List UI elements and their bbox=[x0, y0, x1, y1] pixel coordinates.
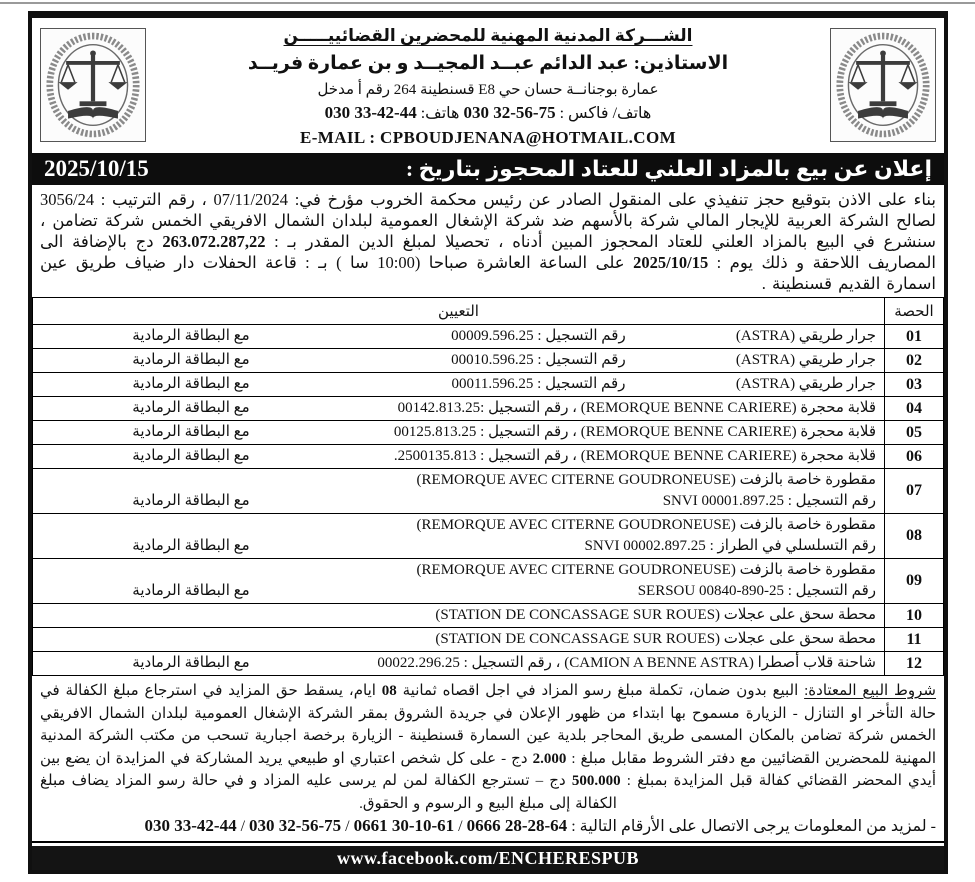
gray-card-note: مع البطاقة الرمادية bbox=[132, 493, 250, 509]
item-name: جرار طريقي (ASTRA) bbox=[735, 376, 876, 392]
gray-card-note: مع البطاقة الرمادية bbox=[132, 655, 250, 671]
facebook-url: www.facebook.com/ENCHERESPUB bbox=[336, 848, 639, 868]
document-header bbox=[32, 18, 944, 150]
lot-number-cell: 02 bbox=[885, 349, 944, 373]
lot-number-cell: 06 bbox=[885, 445, 944, 469]
lot-column-header: الحصة bbox=[885, 298, 944, 325]
contact-info-line bbox=[32, 815, 944, 840]
designation-cell bbox=[33, 397, 885, 421]
lot-row bbox=[33, 469, 944, 514]
lot-row bbox=[33, 373, 944, 397]
lot-number-cell: 10 bbox=[885, 604, 944, 628]
fax-label: هاتف/ فاكس : bbox=[559, 105, 652, 122]
item-name: جرار طريقي (ASTRA) bbox=[735, 328, 876, 344]
item-name: مقطورة خاصة بالزفت (REMORQUE AVEC CITERNE GOUDRONEUSE) bbox=[416, 472, 876, 488]
lot-number-cell: 01 bbox=[885, 325, 944, 349]
facebook-bar bbox=[32, 846, 944, 870]
item-name: قلابة محجرة (REMORQUE BENNE CARIERE) ، رقم التسجيل :00142.813.25 bbox=[397, 400, 876, 416]
scan-artifact-line bbox=[0, 2, 975, 4]
header-text-block bbox=[150, 24, 826, 148]
designation-cell bbox=[33, 445, 885, 469]
conditions-paragraph bbox=[32, 676, 944, 815]
phone-label: هاتف: bbox=[420, 105, 460, 122]
gray-card-note: مع البطاقة الرمادية bbox=[132, 376, 250, 392]
designation-line bbox=[41, 422, 876, 443]
lot-row bbox=[33, 445, 944, 469]
bottom-divider bbox=[32, 841, 944, 843]
lot-number-cell: 11 bbox=[885, 628, 944, 652]
designation-cell bbox=[33, 325, 885, 349]
office-address: عمارة بوجنانــة حسان حي E8 قسنطينة 264 رقم أ مدخل bbox=[317, 82, 659, 98]
phone-fax-line bbox=[150, 103, 826, 123]
gray-card-note: مع البطاقة الرمادية bbox=[132, 538, 250, 554]
lot-number-cell: 12 bbox=[885, 652, 944, 676]
intro-segment: 263.072.287,22 bbox=[162, 232, 266, 251]
item-name: قلابة محجرة (REMORQUE BENNE CARIERE) ، رقم التسجيل : 00125.813.25 bbox=[393, 424, 876, 440]
designation-line bbox=[41, 629, 876, 650]
table-header-row bbox=[33, 298, 944, 325]
designation-line bbox=[41, 398, 876, 419]
condition-segment: 2.000 bbox=[532, 750, 567, 767]
designation-cell bbox=[33, 604, 885, 628]
condition-segment: شروط البيع المعتادة: bbox=[804, 683, 937, 699]
lot-number-cell: 09 bbox=[885, 559, 944, 604]
item-name: قلابة محجرة (REMORQUE BENNE CARIERE) ، رقم التسجيل : 2500135.813. bbox=[393, 448, 876, 464]
lot-row bbox=[33, 604, 944, 628]
designation-line bbox=[41, 374, 876, 395]
intro-segment: بناء على الاذن بتوقيع حجز تنفيذي على المنقول الصادر عن رئيس محكمة الخروب مؤرخ في: 07/11/2024 ، رقم الترتيب : 3056/24 لصالح الشركة العربية للإيجار المالي شركة بالأسهم ضد شركة الإشغال العمومية لبلدان الشمال الافريقي الخمس شركة تضامن ، سنشرع في البيع بالمزاد العلني للعتاد المحجوز المبين أدناه ، تحصيلا لمبلغ الدين المقدر بـ : bbox=[40, 190, 937, 251]
designation-cell bbox=[33, 469, 885, 514]
auction-date: 2025/10/15 bbox=[44, 156, 149, 181]
condition-segment: دج – تسترجع الكفالة لمن لم يرسى عليه المزاد و في حالة رسو المزاد يضاف مبلغ الكفالة إلى مبلغ البيع و الرسوم و الحقوق. bbox=[40, 773, 617, 812]
justice-scales-icon bbox=[45, 32, 141, 138]
item-name: مقطورة خاصة بالزفت (REMORQUE AVEC CITERNE GOUDRONEUSE) bbox=[416, 517, 876, 533]
contact-phone-number: 030 32-56-75 bbox=[249, 816, 342, 835]
officers-names: الاستاذين: عبد الدائم عبــد المجيــد و بن عمارة فريــد bbox=[247, 53, 729, 74]
condition-segment: ايام، يسقط حق المزايد في استرجاع مبلغ الكفالة في حالة التأخر او التنازل - الزيارة مسموح بها ابتداء من ظهور الإعلان في جريدة الشروق بمقر الشركة الإشغال العمومية لبلدان الشمال الافريقي الخمس شركة تضامن بالمكان المسمى طريق المحاجر بلدية عين السمارة قسنطينة - الزيارة برخصة اجبارية تسحب من مكتب الشركة المدنية المهنية للمحضرين القضائيين مع دفتر الشروط مقابل مبلغ : bbox=[40, 683, 936, 767]
gray-card-note: مع البطاقة الرمادية bbox=[132, 424, 250, 440]
designation-line bbox=[41, 515, 876, 536]
designation-column-header: التعيين bbox=[33, 298, 885, 325]
registration-number: رقم التسلسلي في الطراز : SNVI 00002.897.25 bbox=[584, 538, 876, 554]
intro-segment: 2025/10/15 bbox=[633, 253, 709, 272]
designation-line bbox=[41, 653, 876, 674]
lot-row bbox=[33, 349, 944, 373]
designation-cell bbox=[33, 421, 885, 445]
designation-line bbox=[41, 491, 876, 512]
condition-segment: 500.000 bbox=[571, 773, 621, 789]
designation-line bbox=[41, 581, 876, 602]
auction-title-text: إعلان عن بيع بالمزاد العلني للعتاد المحجوز بتاريخ : bbox=[405, 156, 932, 181]
designation-line bbox=[41, 350, 876, 371]
contact-phone-number: 0666 28-28-64 bbox=[466, 816, 568, 835]
designation-cell bbox=[33, 514, 885, 559]
contact-label: - لمزيد من المعلومات يرجى الاتصال على الأرقام التالية : bbox=[571, 818, 936, 835]
gray-card-note: مع البطاقة الرمادية bbox=[132, 352, 250, 368]
registration-number: رقم التسجيل : 00009.596.25 bbox=[451, 328, 626, 344]
lot-row bbox=[33, 325, 944, 349]
designation-line bbox=[41, 470, 876, 491]
lot-number-cell: 07 bbox=[885, 469, 944, 514]
gray-card-note: مع البطاقة الرمادية bbox=[132, 448, 250, 464]
registration-number: رقم التسجيل : 00010.596.25 bbox=[451, 352, 626, 368]
lot-number-cell: 03 bbox=[885, 373, 944, 397]
title-banner bbox=[32, 153, 944, 185]
fax-number: 030 32-56-75 bbox=[463, 103, 556, 122]
justice-scales-icon bbox=[835, 32, 931, 138]
condition-segment: 08 bbox=[381, 683, 397, 699]
registration-number: رقم التسجيل : SNVI 00001.897.25 bbox=[662, 493, 876, 509]
item-name: شاحنة قلاب أصطرا (CAMION A BENNE ASTRA) ، رقم التسجيل : 00022.296.25 bbox=[377, 655, 876, 671]
item-name: محطة سحق على عجلات (STATION DE CONCASSAGE SUR ROUES) bbox=[435, 607, 876, 623]
lots-table-body bbox=[33, 325, 944, 676]
intro-segment: دج بالإضافة الى المصاريف اللاحقة و ذلك يوم : bbox=[40, 232, 936, 272]
designation-cell bbox=[33, 652, 885, 676]
lot-row bbox=[33, 397, 944, 421]
designation-cell bbox=[33, 349, 885, 373]
intro-paragraph bbox=[32, 185, 944, 297]
condition-segment: البيع بدون ضمان، تكملة مبلغ رسو المزاد في اجل اقصاه ثمانية bbox=[396, 683, 805, 699]
registration-number: رقم التسجيل : SERSOU 00840-890-25 bbox=[637, 583, 876, 599]
designation-cell bbox=[33, 373, 885, 397]
designation-line bbox=[41, 326, 876, 347]
company-name: الشـــركة المدنية المهنية للمحضرين القضائييـــــن bbox=[283, 26, 693, 45]
intro-segment: على الساعة العاشرة صباحا (10:00 سا ) بـ : قاعة الحفلات دار ضياف طريق عين اسمارة القديم قسنطينة . bbox=[40, 253, 936, 293]
designation-cell bbox=[33, 628, 885, 652]
designation-line bbox=[41, 536, 876, 557]
lot-row bbox=[33, 652, 944, 676]
lot-row bbox=[33, 514, 944, 559]
designation-line bbox=[41, 605, 876, 626]
item-name: مقطورة خاصة بالزفت (REMORQUE AVEC CITERNE GOUDRONEUSE) bbox=[416, 562, 876, 578]
contact-phones: 0666 28-28-64 / 0661 30-10-61 / 030 32-56-75 / 030 33-42-44 bbox=[144, 816, 568, 835]
lot-number-cell: 08 bbox=[885, 514, 944, 559]
gray-card-note: مع البطاقة الرمادية bbox=[132, 400, 250, 416]
lot-row bbox=[33, 628, 944, 652]
condition-segment: دج - على كل شخص اعتباري او طبيعي يريد المشاركة في المزايدة ان يضع بين أيدي المحضر القضائي كفالة قبل المزايدة بمبلغ : bbox=[40, 750, 936, 789]
contact-phone-number: 0661 30-10-61 bbox=[353, 816, 455, 835]
document-frame bbox=[28, 11, 948, 874]
justice-scales-emblem-right bbox=[830, 28, 936, 142]
lots-table bbox=[32, 297, 944, 676]
designation-line bbox=[41, 446, 876, 467]
item-name: جرار طريقي (ASTRA) bbox=[735, 352, 876, 368]
justice-scales-emblem-left bbox=[40, 28, 146, 142]
lot-row bbox=[33, 421, 944, 445]
designation-cell bbox=[33, 559, 885, 604]
designation-line bbox=[41, 560, 876, 581]
contact-phone-number: 030 33-42-44 bbox=[144, 816, 237, 835]
item-name: محطة سحق على عجلات (STATION DE CONCASSAGE SUR ROUES) bbox=[435, 631, 876, 647]
email-address: E-MAIL : CPBOUDJENANA@HOTMAIL.COM bbox=[299, 128, 677, 147]
lot-number-cell: 04 bbox=[885, 397, 944, 421]
gray-card-note: مع البطاقة الرمادية bbox=[132, 583, 250, 599]
registration-number: رقم التسجيل : 00011.596.25 bbox=[451, 376, 626, 392]
gray-card-note: مع البطاقة الرمادية bbox=[132, 328, 250, 344]
lot-number-cell: 05 bbox=[885, 421, 944, 445]
lot-row bbox=[33, 559, 944, 604]
phone-number: 030 33-42-44 bbox=[324, 103, 417, 122]
